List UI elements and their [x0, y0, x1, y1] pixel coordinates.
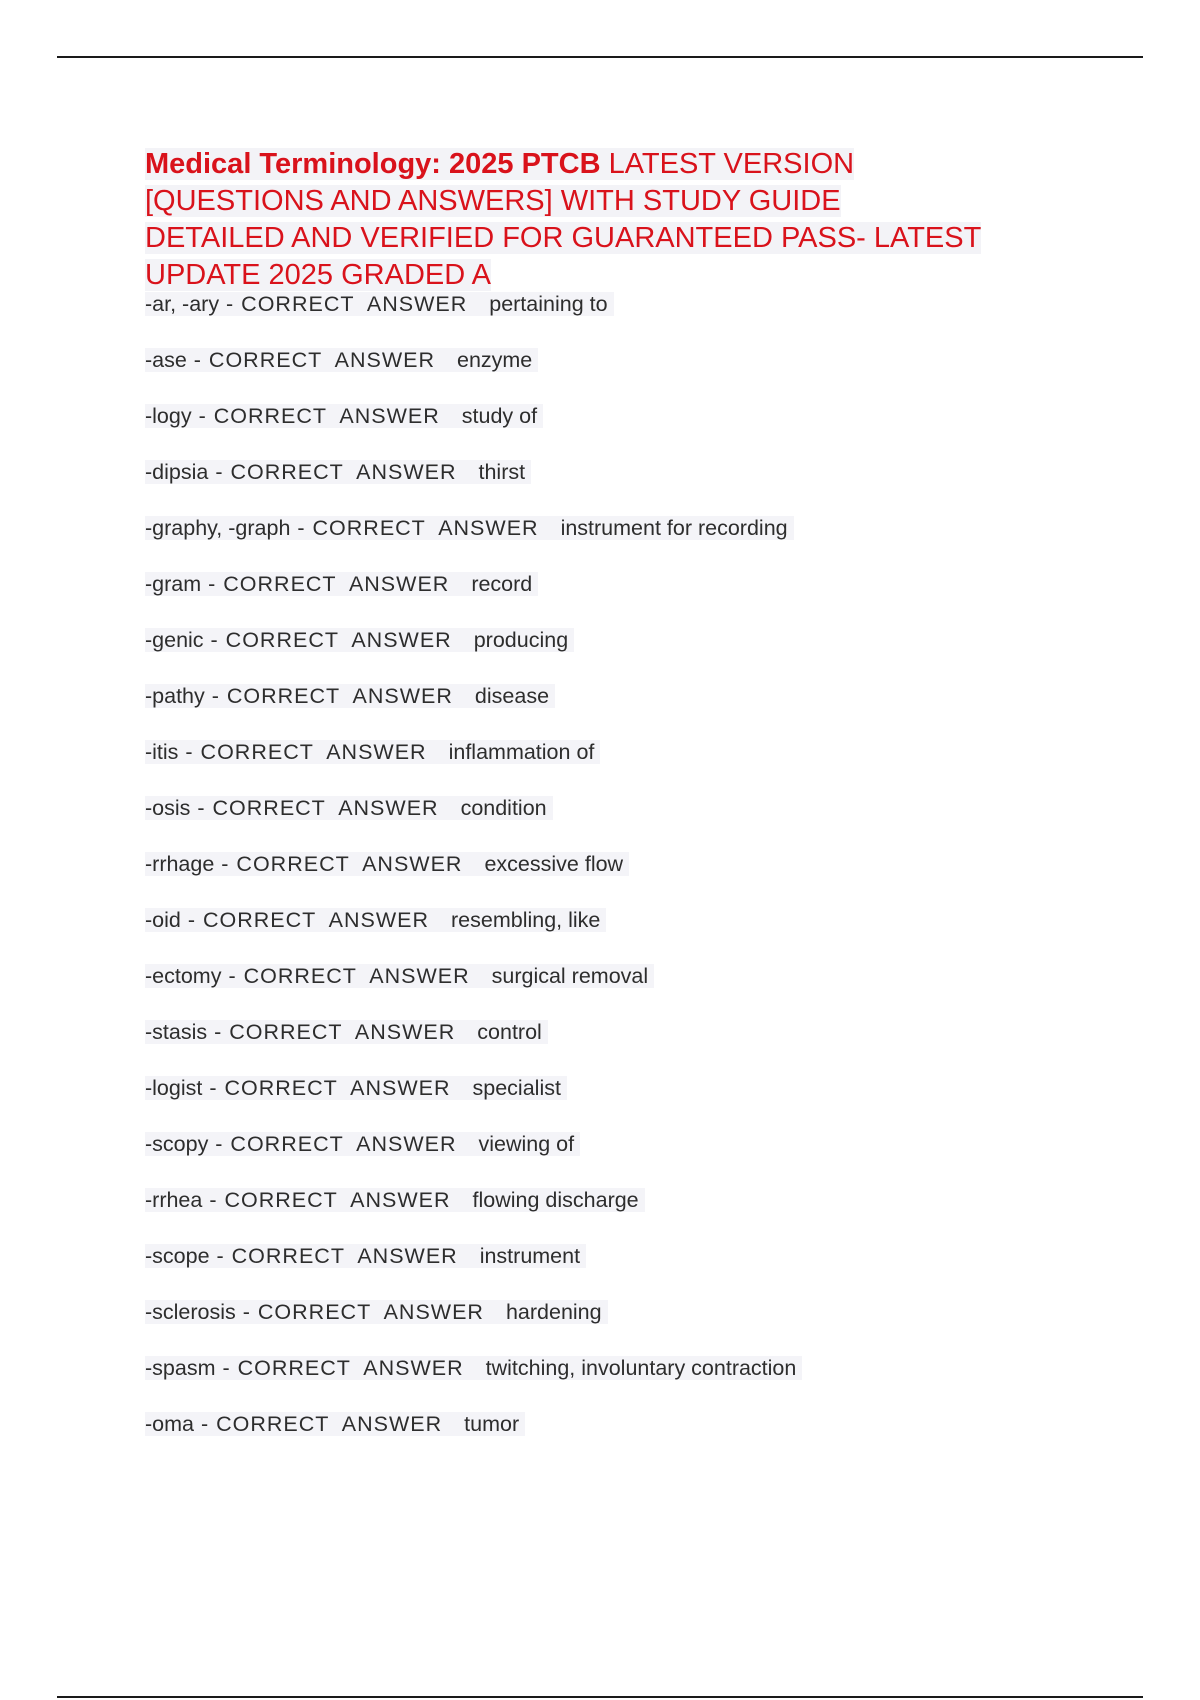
title-bold-part: Medical Terminology: 2025 PTCB — [145, 148, 601, 180]
title-line-3: DETAILED AND VERIFIED FOR GUARANTEED PASS- LATEST — [145, 222, 982, 254]
qa-line — [145, 908, 606, 932]
list-item — [145, 738, 802, 794]
answer-text: specialist — [472, 1076, 561, 1100]
list-item — [145, 346, 802, 402]
correct-answer-label: - CORRECT ANSWER — [186, 348, 435, 372]
qa-line — [145, 1412, 525, 1436]
correct-answer-label: - CORRECT ANSWER — [290, 516, 539, 540]
list-item — [145, 906, 802, 962]
answer-text: surgical removal — [491, 964, 649, 988]
list-item — [145, 458, 802, 514]
correct-answer-label: - CORRECT ANSWER — [221, 964, 470, 988]
qa-line — [145, 572, 538, 596]
answer-text: enzyme — [456, 348, 533, 372]
term-text: -oid — [145, 908, 181, 932]
term-text: -stasis — [145, 1020, 208, 1044]
correct-answer-label: - CORRECT ANSWER — [202, 1076, 451, 1100]
answer-text: producing — [473, 628, 569, 652]
list-item — [145, 1354, 802, 1410]
answer-text: pertaining to — [489, 292, 608, 316]
answer-text: record — [471, 572, 533, 596]
qa-line — [145, 1076, 567, 1100]
qa-line — [145, 1020, 548, 1044]
title-line-1: LATEST VERSION — [600, 148, 855, 180]
list-item — [145, 1410, 802, 1466]
qa-line — [145, 1300, 608, 1324]
list-item — [145, 402, 802, 458]
qa-list — [145, 290, 802, 1466]
term-text: -genic — [145, 628, 204, 652]
correct-answer-label: - CORRECT ANSWER — [180, 908, 430, 932]
term-text: -gram — [145, 572, 202, 596]
answer-text: disease — [474, 684, 550, 708]
list-item — [145, 626, 802, 682]
list-item — [145, 290, 802, 346]
term-text: -ase — [145, 348, 187, 372]
correct-answer-label: - CORRECT ANSWER — [214, 852, 463, 876]
correct-answer-label: - CORRECT ANSWER — [202, 1188, 451, 1212]
answer-text: hardening — [505, 1300, 602, 1324]
correct-answer-label: - CORRECT ANSWER — [207, 1020, 456, 1044]
correct-answer-label: - CORRECT ANSWER — [203, 628, 452, 652]
top-rule — [57, 56, 1143, 58]
correct-answer-label: - CORRECT ANSWER — [209, 1244, 458, 1268]
list-item — [145, 1074, 802, 1130]
list-item — [145, 1298, 802, 1354]
answer-text: inflammation of — [448, 740, 595, 764]
term-text: -pathy — [145, 684, 205, 708]
list-item — [145, 514, 802, 570]
answer-text: thirst — [478, 460, 526, 484]
term-text: -rrhea — [145, 1188, 203, 1212]
qa-line — [145, 348, 538, 372]
list-item — [145, 682, 802, 738]
qa-line — [145, 796, 553, 820]
list-item — [145, 850, 802, 906]
list-item — [145, 1186, 802, 1242]
term-text: -ar, -ary — [145, 292, 220, 316]
qa-line — [145, 628, 574, 652]
term-text: -ectomy — [145, 964, 222, 988]
qa-line — [145, 684, 555, 708]
answer-text: excessive flow — [484, 852, 624, 876]
answer-text: study of — [461, 404, 538, 428]
correct-answer-label: - CORRECT ANSWER — [219, 292, 468, 316]
answer-text: viewing of — [478, 1132, 575, 1156]
term-text: -logy — [145, 404, 192, 428]
term-text: -graphy, -graph — [145, 516, 291, 540]
list-item — [145, 962, 802, 1018]
document-title — [145, 146, 1105, 294]
qa-line — [145, 964, 654, 988]
qa-line — [145, 516, 794, 540]
correct-answer-label: - CORRECT ANSWER — [235, 1300, 484, 1324]
qa-line — [145, 1356, 802, 1380]
correct-answer-label: - CORRECT ANSWER — [208, 1132, 457, 1156]
correct-answer-label: - CORRECT ANSWER — [201, 572, 450, 596]
qa-line — [145, 1132, 580, 1156]
qa-line — [145, 740, 600, 764]
term-text: -scope — [145, 1244, 210, 1268]
term-text: -osis — [145, 796, 191, 820]
list-item — [145, 1242, 802, 1298]
qa-line — [145, 404, 543, 428]
qa-line — [145, 1188, 645, 1212]
list-item — [145, 1018, 802, 1074]
list-item — [145, 794, 802, 850]
answer-text: resembling, like — [451, 908, 601, 932]
correct-answer-label: - CORRECT ANSWER — [193, 1412, 443, 1436]
answer-text: control — [477, 1020, 542, 1044]
answer-text: tumor — [464, 1412, 520, 1436]
qa-line — [145, 1244, 586, 1268]
correct-answer-label: - CORRECT ANSWER — [204, 684, 453, 708]
term-text: -logist — [145, 1076, 203, 1100]
answer-text: condition — [460, 796, 547, 820]
answer-text: instrument for recording — [560, 516, 788, 540]
qa-line — [145, 460, 531, 484]
term-text: -itis — [145, 740, 179, 764]
list-item — [145, 1130, 802, 1186]
correct-answer-label: - CORRECT ANSWER — [208, 460, 457, 484]
title-line-4: UPDATE 2025 GRADED A — [145, 259, 491, 291]
correct-answer-label: - CORRECT ANSWER — [190, 796, 439, 820]
qa-line — [145, 852, 629, 876]
correct-answer-label: - CORRECT ANSWER — [215, 1356, 464, 1380]
answer-text: flowing discharge — [472, 1188, 639, 1212]
correct-answer-label: - CORRECT ANSWER — [191, 404, 440, 428]
title-line-2: [QUESTIONS AND ANSWERS] WITH STUDY GUIDE — [145, 185, 841, 217]
answer-text: instrument — [479, 1244, 581, 1268]
qa-line — [145, 292, 614, 316]
term-text: -scopy — [145, 1132, 209, 1156]
answer-text: twitching, involuntary contraction — [485, 1356, 797, 1380]
term-text: -dipsia — [145, 460, 209, 484]
correct-answer-label: - CORRECT ANSWER — [178, 740, 427, 764]
bottom-rule — [57, 1696, 1143, 1698]
term-text: -sclerosis — [145, 1300, 236, 1324]
term-text: -rrhage — [145, 852, 215, 876]
list-item — [145, 570, 802, 626]
term-text: -spasm — [145, 1356, 216, 1380]
term-text: -oma — [145, 1412, 194, 1436]
